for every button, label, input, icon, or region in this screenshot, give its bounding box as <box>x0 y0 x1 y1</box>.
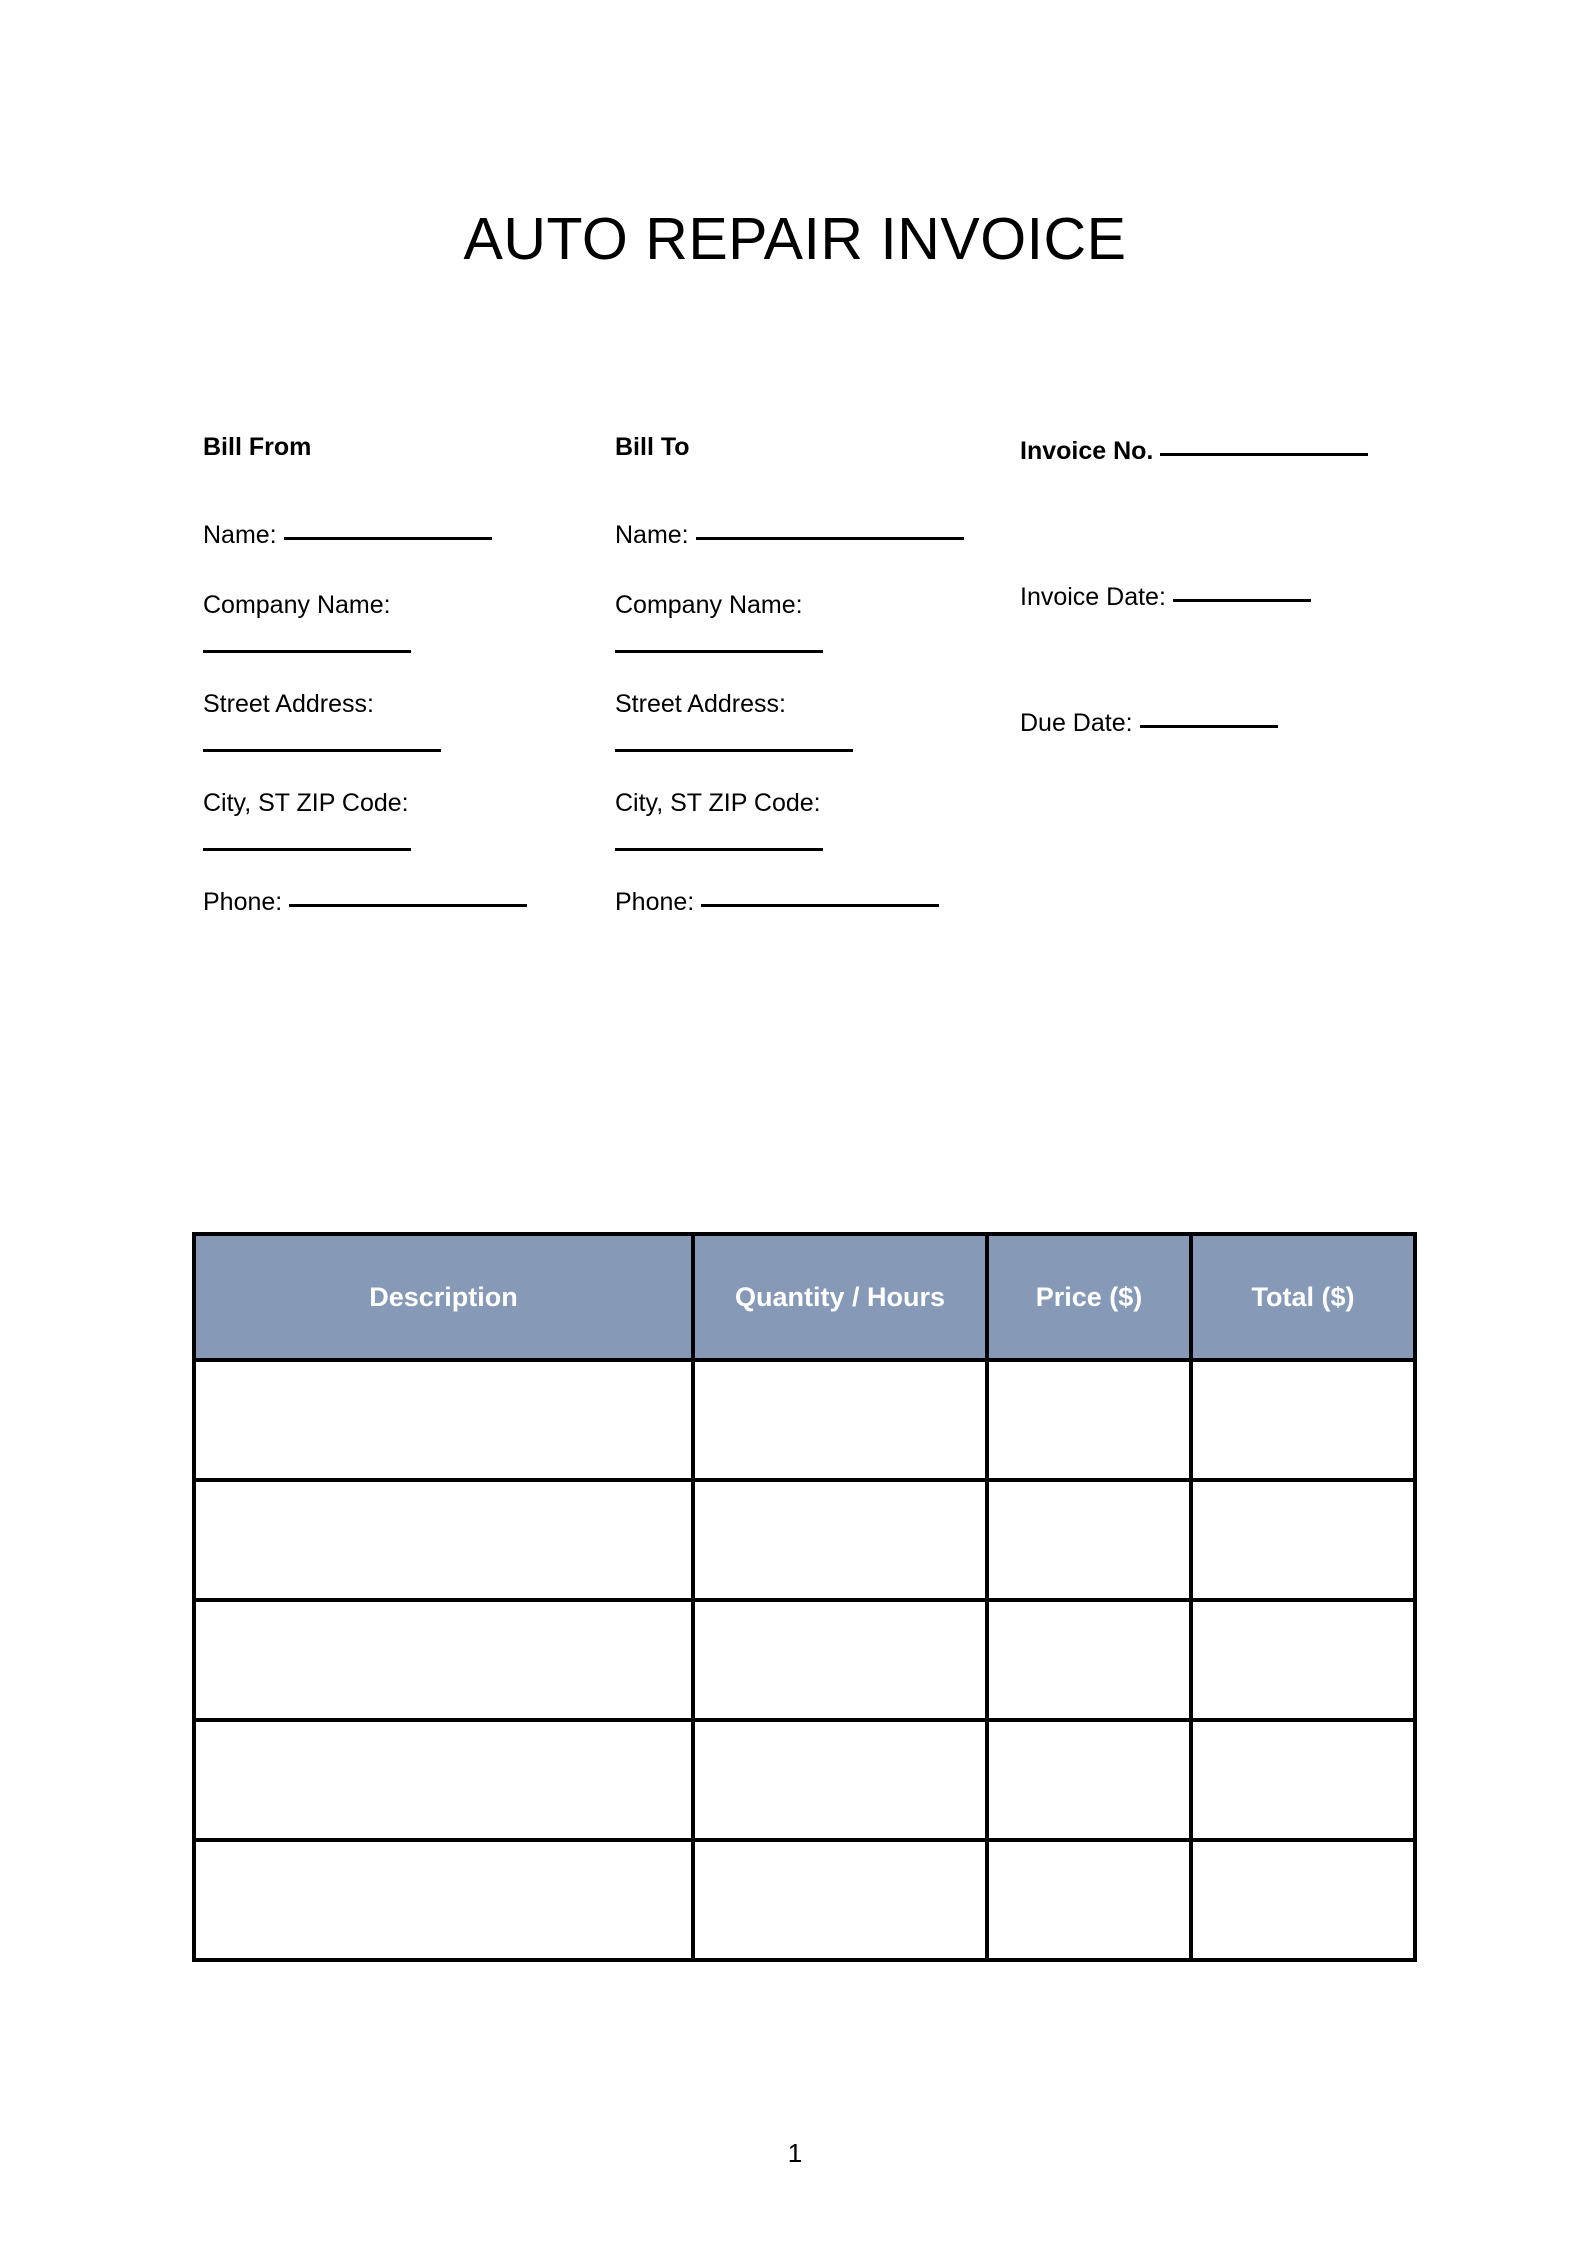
invoice-header-info <box>0 432 1590 992</box>
cell-total[interactable] <box>1191 1480 1415 1600</box>
cell-description[interactable] <box>194 1600 693 1720</box>
cell-total[interactable] <box>1191 1720 1415 1840</box>
bill-from-street-row <box>203 685 603 752</box>
column-header-total: Total ($) <box>1191 1234 1415 1360</box>
column-header-quantity-hours: Quantity / Hours <box>693 1234 987 1360</box>
cell-total[interactable] <box>1191 1360 1415 1480</box>
bill-to-name-label: Name: <box>615 521 689 549</box>
bill-to-heading: Bill To <box>615 433 690 461</box>
table-row <box>194 1480 1415 1600</box>
bill-to-phone-row <box>615 883 1015 921</box>
cell-quantity-hours[interactable] <box>693 1840 987 1960</box>
bill-to-phone-blank[interactable] <box>701 904 939 907</box>
bill-from-company-row <box>203 586 603 653</box>
cell-quantity-hours[interactable] <box>693 1720 987 1840</box>
bill-to-street-label: Street Address: <box>615 690 786 718</box>
table-row <box>194 1840 1415 1960</box>
bill-from-phone-blank[interactable] <box>289 904 527 907</box>
invoice-date-label: Invoice Date: <box>1020 583 1166 611</box>
invoice-no-label: Invoice No. <box>1020 437 1154 465</box>
bill-from-name-label: Name: <box>203 521 277 549</box>
column-header-price: Price ($) <box>987 1234 1191 1360</box>
cell-total[interactable] <box>1191 1840 1415 1960</box>
bill-from-company-label: Company Name: <box>203 591 391 619</box>
cell-quantity-hours[interactable] <box>693 1480 987 1600</box>
invoice-no-blank[interactable] <box>1160 453 1368 456</box>
bill-to-section <box>615 432 1015 921</box>
table-row <box>194 1600 1415 1720</box>
bill-to-phone-label: Phone: <box>615 888 695 916</box>
table-header-row <box>194 1234 1415 1360</box>
column-header-description: Description <box>194 1234 693 1360</box>
page-title: AUTO REPAIR INVOICE <box>463 206 1127 272</box>
cell-price[interactable] <box>987 1480 1191 1600</box>
bill-to-street-row <box>615 685 1015 752</box>
bill-from-name-row <box>203 516 603 554</box>
due-date-label: Due Date: <box>1020 709 1133 737</box>
invoice-meta-section <box>1020 432 1440 742</box>
cell-description[interactable] <box>194 1360 693 1480</box>
cell-price[interactable] <box>987 1360 1191 1480</box>
bill-from-name-blank[interactable] <box>284 537 492 540</box>
cell-description[interactable] <box>194 1480 693 1600</box>
table-row <box>194 1720 1415 1840</box>
bill-from-phone-row <box>203 883 603 921</box>
cell-price[interactable] <box>987 1600 1191 1720</box>
bill-from-heading: Bill From <box>203 433 312 461</box>
cell-total[interactable] <box>1191 1600 1415 1720</box>
bill-from-city-row <box>203 784 603 851</box>
cell-price[interactable] <box>987 1720 1191 1840</box>
line-items-body <box>194 1360 1415 1960</box>
bill-to-name-blank[interactable] <box>696 537 964 540</box>
bill-to-company-row <box>615 586 1015 653</box>
bill-to-city-row <box>615 784 1015 851</box>
cell-quantity-hours[interactable] <box>693 1600 987 1720</box>
invoice-date-blank[interactable] <box>1173 599 1311 602</box>
bill-from-street-label: Street Address: <box>203 690 374 718</box>
page-number: 1 <box>787 2138 803 2168</box>
line-items-header <box>194 1234 1415 1360</box>
table-row <box>194 1360 1415 1480</box>
due-date-blank[interactable] <box>1140 725 1278 728</box>
bill-from-city-label: City, ST ZIP Code: <box>203 789 409 817</box>
bill-to-name-row <box>615 516 1015 554</box>
cell-quantity-hours[interactable] <box>693 1360 987 1480</box>
cell-description[interactable] <box>194 1840 693 1960</box>
bill-to-city-label: City, ST ZIP Code: <box>615 789 821 817</box>
bill-from-section <box>203 432 603 921</box>
invoice-date-row <box>1020 578 1440 616</box>
invoice-no-row <box>1020 432 1440 470</box>
bill-from-phone-label: Phone: <box>203 888 283 916</box>
bill-to-company-label: Company Name: <box>615 591 803 619</box>
cell-price[interactable] <box>987 1840 1191 1960</box>
line-items-table <box>192 1232 1417 1962</box>
due-date-row <box>1020 704 1440 742</box>
cell-description[interactable] <box>194 1720 693 1840</box>
